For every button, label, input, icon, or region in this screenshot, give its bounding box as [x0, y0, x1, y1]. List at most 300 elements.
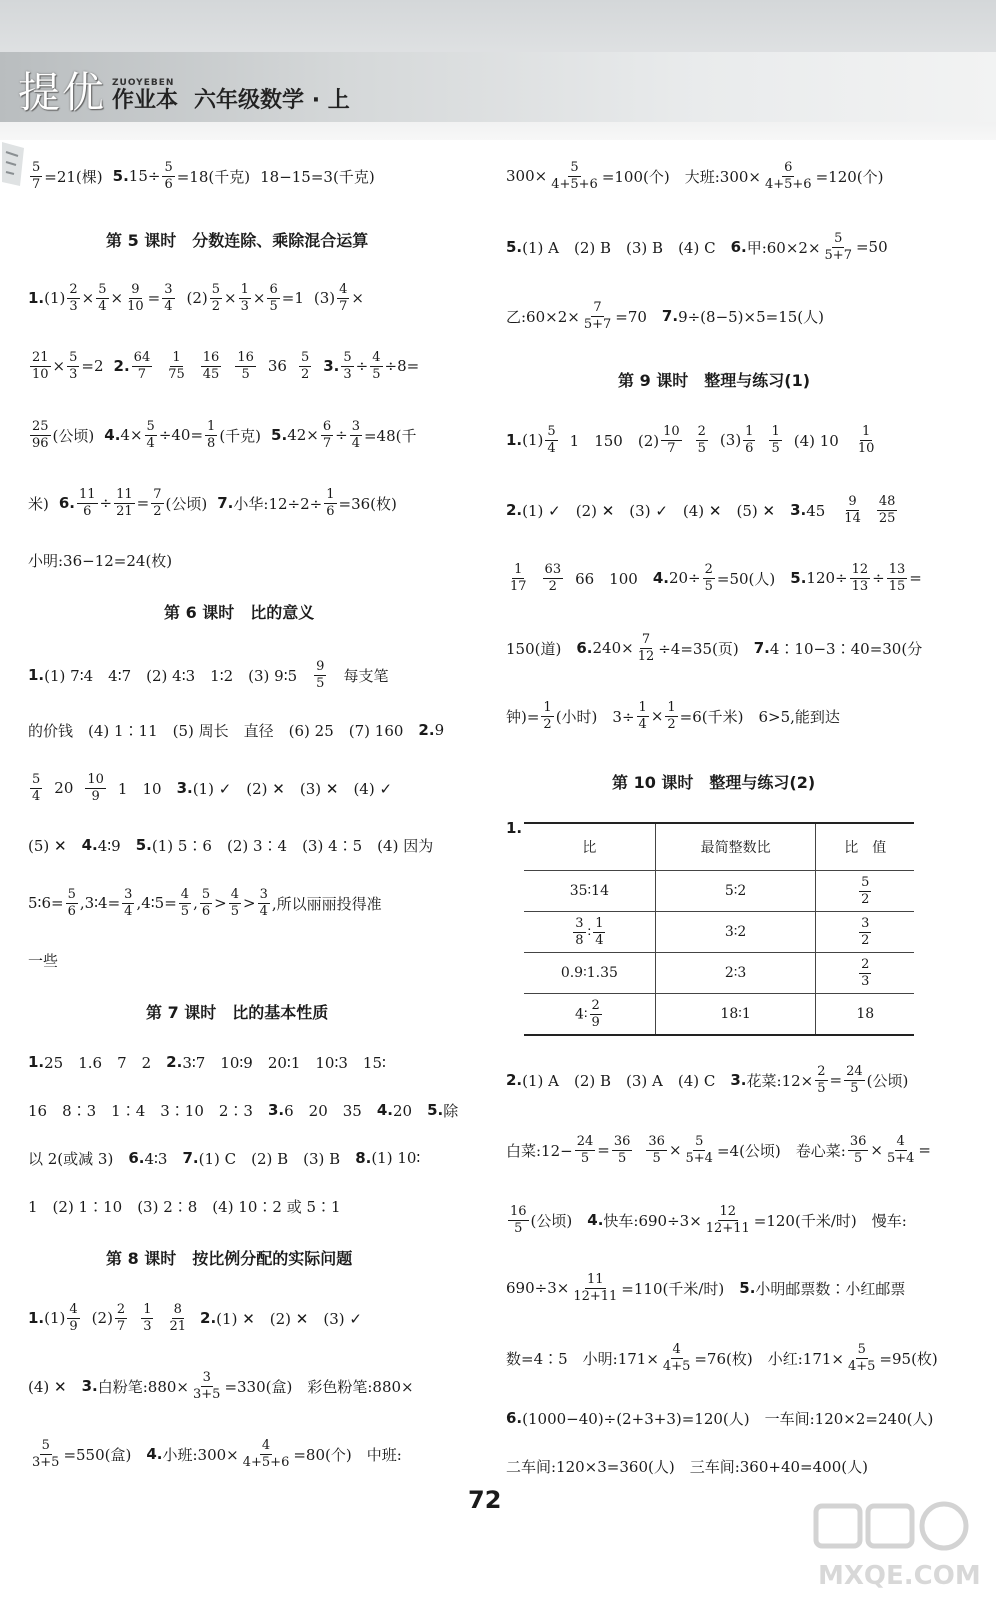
fraction: [200, 887, 212, 920]
fraction-denominator: 4: [124, 903, 133, 919]
table-cell: [524, 871, 655, 912]
fraction-denominator: 2: [861, 932, 870, 948]
text-run: 4∶9: [97, 836, 136, 855]
fraction: [637, 700, 649, 733]
fraction-numerator: 3: [164, 281, 173, 297]
answer-line: [28, 1431, 402, 1477]
text-run: (1): [522, 431, 544, 449]
text-run: =18(千克): [176, 167, 251, 186]
section-title: 第 8 课时 按比例分配的实际问题: [106, 1249, 353, 1268]
fraction: [646, 1134, 667, 1167]
text-run: =120(千米/时) 慢车:: [753, 1211, 907, 1230]
watermark-text: MXQE.COM: [818, 1561, 981, 1591]
text-run: 18: [856, 1006, 875, 1022]
text-run: ,所以丽丽投得准: [271, 894, 382, 913]
fraction-numerator: 1: [861, 423, 871, 439]
table-cell: [816, 871, 914, 912]
fraction: [67, 350, 79, 383]
text-run: (1) 10∶: [371, 1149, 421, 1167]
fraction-denominator: 4: [146, 435, 155, 451]
answer-line: [506, 555, 922, 601]
question-number: 7.: [182, 1149, 199, 1167]
text-run: (小时) 3÷: [555, 707, 635, 726]
question-number: 6.: [128, 1149, 145, 1167]
fraction-numerator: 10: [663, 423, 680, 439]
text-run: ÷: [355, 357, 369, 375]
text-run: (1) ✕ (2) ✕ (3) ✓: [216, 1309, 362, 1328]
brand-subtitle: ZUOYEBEN: [112, 78, 175, 88]
fraction-denominator: 15: [888, 578, 906, 594]
fraction-numerator: 2: [697, 423, 706, 439]
section-title: 第 9 课时 整理与练习(1): [618, 371, 811, 390]
book-title: 六年级数学 · 上: [194, 88, 350, 113]
question-number: 6.: [730, 238, 747, 256]
fraction: [571, 1272, 619, 1305]
text-run: 0.9∶1.35: [560, 965, 618, 981]
fraction-denominator: 5: [817, 1080, 826, 1096]
fraction-denominator: 4: [259, 903, 268, 919]
fraction-denominator: 5: [372, 366, 381, 382]
question-number: 7.: [217, 494, 234, 512]
text-run: 二车间:120×3=360(人) 三车间:360+40=400(人): [506, 1457, 868, 1476]
fraction: [167, 1302, 188, 1335]
fraction: [612, 1134, 633, 1167]
question-number: 1.: [28, 1053, 45, 1071]
question-number: 1.: [506, 819, 523, 837]
brand-logo: [18, 68, 350, 117]
text-run: 小华:12÷2÷: [233, 494, 323, 513]
fraction-denominator: 5: [580, 1150, 590, 1166]
fraction: [96, 282, 108, 315]
table-header-cell: 最简整数比: [655, 823, 816, 871]
fraction: [115, 1302, 127, 1335]
text-run: 20: [54, 779, 74, 797]
fraction: [636, 632, 657, 665]
fraction-numerator: 8: [173, 1301, 182, 1317]
question-number: 2.: [418, 721, 435, 739]
fraction: [575, 1134, 596, 1167]
fraction: [132, 350, 153, 383]
fraction-numerator: 9: [848, 493, 857, 509]
fraction-numerator: 3: [202, 1369, 211, 1385]
table-cell: [816, 953, 914, 994]
scan-corner-mark: [0, 138, 30, 190]
fraction: [201, 350, 222, 383]
fraction: [887, 562, 908, 595]
fraction-numerator: 24: [846, 1063, 863, 1079]
fraction: [508, 562, 529, 595]
fraction-numerator: 6: [784, 159, 793, 175]
fraction-denominator: 5: [853, 1150, 863, 1166]
fraction: [151, 487, 163, 520]
question-number: 7.: [753, 639, 770, 657]
answer-line: [506, 487, 899, 533]
text-run: 300×: [506, 167, 548, 185]
page-number: 72: [468, 1486, 502, 1514]
answer-line: [506, 293, 824, 339]
fraction-denominator: 6: [745, 440, 754, 456]
question-number: 5.: [135, 836, 152, 854]
fraction: [769, 424, 781, 457]
fraction-denominator: 6: [164, 176, 173, 192]
text-run: =48(千: [363, 426, 417, 445]
text-run: 15÷: [128, 167, 161, 185]
text-run: 9: [434, 721, 445, 739]
fraction: [229, 887, 241, 920]
fraction-numerator: 6: [269, 281, 278, 297]
fraction-numerator: 63: [544, 561, 562, 577]
text-run: 5∶6=: [28, 894, 64, 912]
text-run: (1) 7∶4 4∶7 (2) 4∶3 1∶2 (3) 9∶5: [44, 666, 313, 685]
question-number: 2.: [166, 1053, 183, 1071]
fraction-numerator: 2: [861, 956, 870, 972]
fraction: [30, 1438, 61, 1471]
fraction: [823, 231, 854, 264]
text-run: 18∶1: [720, 1006, 751, 1022]
fraction: [844, 1064, 865, 1097]
fraction-denominator: 6: [83, 503, 92, 519]
text-run: 42×: [287, 426, 319, 444]
fraction-denominator: 13: [851, 578, 869, 594]
fraction: [842, 494, 863, 527]
fraction-numerator: 4: [261, 1437, 271, 1453]
fraction-denominator: 7: [32, 176, 41, 192]
fraction-denominator: 5: [771, 440, 780, 456]
fraction-numerator: 1: [143, 1301, 152, 1317]
question-number: 1.: [28, 1309, 45, 1327]
text-run: 的价钱 (4) 1∶11 (5) 周长 直径 (6) 25 (7) 160: [28, 721, 419, 740]
fraction: [573, 916, 585, 949]
question-number: 4.: [652, 569, 669, 587]
text-run: (5) ✕: [28, 836, 82, 855]
text-run: 35∶14: [569, 883, 609, 899]
text-run: 5∶2: [724, 883, 747, 899]
fraction-denominator: 5: [180, 903, 190, 919]
fraction: [684, 1134, 715, 1167]
fraction: [815, 1064, 827, 1097]
fraction-denominator: 45: [202, 366, 220, 382]
answer-line: [28, 880, 382, 926]
text-run: =: [597, 1141, 610, 1159]
text-run: =76(枚) 小红:171×: [694, 1349, 844, 1368]
question-number: 3.: [176, 779, 193, 797]
fraction-denominator: 7: [667, 440, 676, 456]
fraction-denominator: 12+11: [705, 1220, 750, 1236]
fraction-denominator: 4+5+6: [242, 1454, 290, 1470]
text-run: (公顷): [165, 494, 208, 513]
fraction-numerator: 48: [878, 493, 896, 509]
section-title: 第 7 课时 比的基本性质: [146, 1003, 329, 1022]
brand-name: 作业本: [112, 88, 179, 113]
fraction-denominator: 75: [168, 366, 185, 382]
text-run: 每支笔: [328, 666, 389, 685]
fraction-numerator: 1: [326, 486, 335, 502]
text-run: (2): [91, 1309, 113, 1327]
fraction-numerator: 16: [510, 1203, 527, 1219]
fraction-denominator: 4+5: [662, 1358, 691, 1374]
fraction-denominator: 6: [67, 903, 76, 919]
fraction: [210, 282, 222, 315]
fraction-numerator: 21: [32, 349, 49, 365]
fraction-numerator: 9: [316, 658, 325, 674]
fraction: [661, 1342, 692, 1375]
question-number: 1.: [506, 431, 523, 449]
text-run: =: [909, 569, 922, 587]
question-number: 8.: [355, 1149, 372, 1167]
fraction-denominator: 3: [343, 366, 352, 382]
question-number: 6.: [58, 494, 75, 512]
text-run: >: [242, 894, 256, 912]
text-run: (3): [719, 431, 742, 449]
fraction: [743, 424, 755, 457]
fraction: [321, 419, 333, 452]
fraction: [593, 916, 605, 949]
fraction-numerator: 2: [591, 997, 600, 1013]
question-number: 2.: [200, 1309, 217, 1327]
fraction-numerator: 2: [704, 561, 713, 577]
fraction-denominator: 5+7: [824, 247, 852, 263]
ratio-table-header: [524, 823, 914, 871]
text-run: 6 20 35: [284, 1101, 377, 1120]
fraction-numerator: 1: [543, 699, 552, 715]
fraction-denominator: 21: [169, 1318, 187, 1334]
fraction-denominator: 9: [591, 1014, 600, 1030]
fraction: [299, 350, 311, 383]
answer-line: [28, 412, 417, 458]
text-run: (4) ✕: [28, 1377, 82, 1396]
fraction: [77, 487, 98, 520]
fraction: [114, 487, 135, 520]
fraction: [205, 419, 217, 452]
fraction: [30, 160, 42, 193]
answer-line: [28, 1135, 420, 1181]
fraction-denominator: 2: [667, 716, 676, 732]
fraction: [122, 887, 134, 920]
fraction-numerator: 12: [719, 1203, 737, 1219]
fraction-denominator: 3: [69, 366, 78, 382]
text-run: 1 10: [117, 779, 177, 798]
text-run: 20: [392, 1101, 428, 1120]
fraction-denominator: 2: [548, 578, 557, 594]
fraction-numerator: 5: [164, 159, 173, 175]
fraction-denominator: 5: [269, 298, 278, 314]
question-number: 2.: [506, 501, 523, 519]
fraction-numerator: 24: [576, 1133, 594, 1149]
answer-line: [28, 153, 375, 199]
question-number: 2.: [113, 357, 130, 375]
fraction-numerator: 1: [638, 699, 647, 715]
text-run: ×: [110, 289, 124, 307]
fraction-numerator: 5: [41, 1437, 50, 1453]
table-cell: [524, 912, 655, 953]
text-run: 4×: [120, 426, 143, 444]
answer-line: [506, 625, 922, 671]
watermark-logo: [812, 1500, 982, 1592]
text-run: 除: [443, 1101, 459, 1120]
fraction-numerator: 11: [79, 486, 96, 502]
question-number: 4.: [146, 1445, 163, 1463]
answer-line: [506, 1335, 938, 1381]
fraction-numerator: 5: [69, 349, 78, 365]
text-run: 3∶2: [724, 924, 747, 940]
fraction-denominator: 5: [241, 366, 250, 382]
fraction-numerator: 2: [817, 1063, 826, 1079]
text-run: ×: [224, 289, 237, 307]
fraction: [324, 487, 336, 520]
fraction-denominator: 4: [547, 440, 556, 456]
text-run: ,4∶5=: [136, 894, 177, 912]
fraction-denominator: 5: [697, 440, 706, 456]
answer-line: [28, 343, 419, 389]
fraction: [549, 160, 600, 193]
table-cell: [524, 994, 655, 1036]
text-run: 9÷(8−5)×5=15(人): [678, 307, 825, 326]
fraction-denominator: 7: [322, 435, 332, 451]
text-run: 快车:690÷3×: [603, 1211, 702, 1230]
fraction-numerator: 36: [613, 1133, 631, 1149]
fraction: [350, 419, 362, 452]
fraction-denominator: 4+5+6: [551, 176, 598, 192]
answer-line: [28, 937, 58, 983]
fraction: [145, 419, 157, 452]
fraction-numerator: 5: [695, 1133, 704, 1149]
fraction-denominator: 10: [32, 366, 49, 382]
fraction-denominator: 6: [201, 903, 211, 919]
fraction-numerator: 3: [259, 886, 268, 902]
text-run: (1) C (2) B (3) B: [198, 1149, 356, 1168]
text-run: 乙:60×2×: [506, 307, 580, 326]
fraction-numerator: 5: [201, 886, 211, 902]
fraction: [696, 424, 708, 457]
fraction: [337, 282, 349, 315]
fraction-denominator: 2: [211, 298, 221, 314]
question-number: 4.: [104, 426, 121, 444]
text-run: =120(个): [815, 167, 884, 186]
text-run: 数=4∶5 小明:171×: [506, 1349, 659, 1368]
ratio-table-body: [524, 871, 914, 1036]
text-run: ÷: [872, 569, 885, 587]
text-run: =6(千米) 6>5,能到达: [679, 707, 840, 726]
fraction: [508, 1204, 529, 1237]
text-run: >: [214, 894, 227, 912]
fraction: [859, 916, 871, 949]
text-run: 20÷: [668, 569, 701, 587]
fraction-denominator: 4+5+6: [764, 176, 812, 192]
text-run: ÷40=: [158, 426, 204, 444]
table-cell: [816, 912, 914, 953]
answer-line: [28, 480, 397, 526]
question-number: 3.: [790, 501, 807, 519]
fraction-denominator: 14: [844, 510, 861, 526]
answer-line: [506, 693, 840, 739]
fraction: [241, 1438, 292, 1471]
fraction: [162, 282, 174, 315]
answer-line: [28, 1363, 414, 1409]
fraction-denominator: 5: [704, 578, 713, 594]
question-number: 1.: [28, 289, 45, 307]
answer-line: [506, 805, 522, 851]
text-run: ×: [650, 707, 664, 725]
fraction-numerator: 2: [116, 1301, 126, 1317]
text-run: 36: [267, 357, 287, 375]
fraction-denominator: 5: [316, 675, 325, 691]
fraction-denominator: 5: [617, 1150, 627, 1166]
fraction-numerator: 6: [322, 418, 332, 434]
fraction-denominator: 4: [595, 932, 604, 948]
fraction-numerator: 5: [343, 349, 352, 365]
table-header-cell: 比 值: [816, 823, 914, 871]
text-run: (1) A (2) B (3) A (4) C: [522, 1071, 731, 1090]
text-run: (1) 5∶6 (2) 3∶4 (3) 4∶5 (4) 因为: [151, 836, 434, 855]
text-run: ×: [52, 357, 66, 375]
text-run: 花菜:12×: [746, 1071, 814, 1090]
fraction: [125, 282, 146, 315]
text-run: 150(道): [506, 639, 577, 658]
answer-line: [506, 1127, 931, 1173]
fraction-numerator: 3: [351, 418, 360, 434]
fraction-numerator: 1: [771, 423, 780, 439]
text-run: =110(千米/时): [621, 1279, 740, 1298]
fraction-numerator: 7: [153, 486, 162, 502]
fraction-denominator: 2: [543, 716, 552, 732]
answer-line: [506, 1265, 905, 1311]
text-run: 小明:36−12=24(枚): [28, 551, 173, 570]
text-run: ×: [81, 289, 95, 307]
fraction: [67, 1302, 79, 1335]
fraction: [582, 300, 613, 333]
fraction-numerator: 7: [641, 631, 651, 647]
text-run: 4∶: [574, 1006, 588, 1022]
text-run: (公顷): [52, 426, 95, 445]
text-run: (1): [44, 1309, 66, 1327]
fraction: [704, 1204, 752, 1237]
answer-line: [28, 1087, 458, 1133]
text-run: =4(公顷) 卷心菜:: [716, 1141, 846, 1160]
question-number: 5.: [112, 167, 129, 185]
fraction-numerator: 5: [32, 159, 41, 175]
text-run: 45: [806, 501, 841, 520]
fraction-numerator: 4: [896, 1133, 905, 1149]
text-run: ×: [351, 289, 364, 307]
text-run: (3): [313, 289, 336, 307]
answer-line: [28, 537, 172, 583]
fraction: [66, 887, 78, 920]
fraction-denominator: 9: [91, 788, 100, 804]
fraction-denominator: 7: [116, 1318, 126, 1334]
fraction-denominator: 4: [638, 716, 647, 732]
fraction: [885, 1134, 916, 1167]
text-run: ×: [668, 1141, 682, 1159]
text-run: 120÷: [806, 569, 848, 587]
fraction-numerator: 1: [595, 915, 604, 931]
text-run: ÷8=: [384, 357, 420, 375]
table-cell: [816, 994, 914, 1036]
text-run: 小明邮票数∶小红邮票: [755, 1279, 906, 1298]
text-run: 以 2(或减 3): [28, 1149, 129, 1168]
fraction: [859, 875, 871, 908]
fraction: [370, 350, 382, 383]
section-title: 第 5 课时 分数连除、乘除混合运算: [106, 231, 369, 250]
fraction: [703, 562, 715, 595]
question-number: 5.: [790, 569, 807, 587]
text-run: =330(盒) 彩色粉笔:880×: [224, 1377, 414, 1396]
fraction: [258, 887, 270, 920]
question-number: 6.: [576, 639, 593, 657]
answer-line: [506, 417, 878, 463]
table-cell: [655, 994, 816, 1036]
answer-line: [28, 652, 388, 698]
question-number: 5.: [506, 238, 523, 256]
